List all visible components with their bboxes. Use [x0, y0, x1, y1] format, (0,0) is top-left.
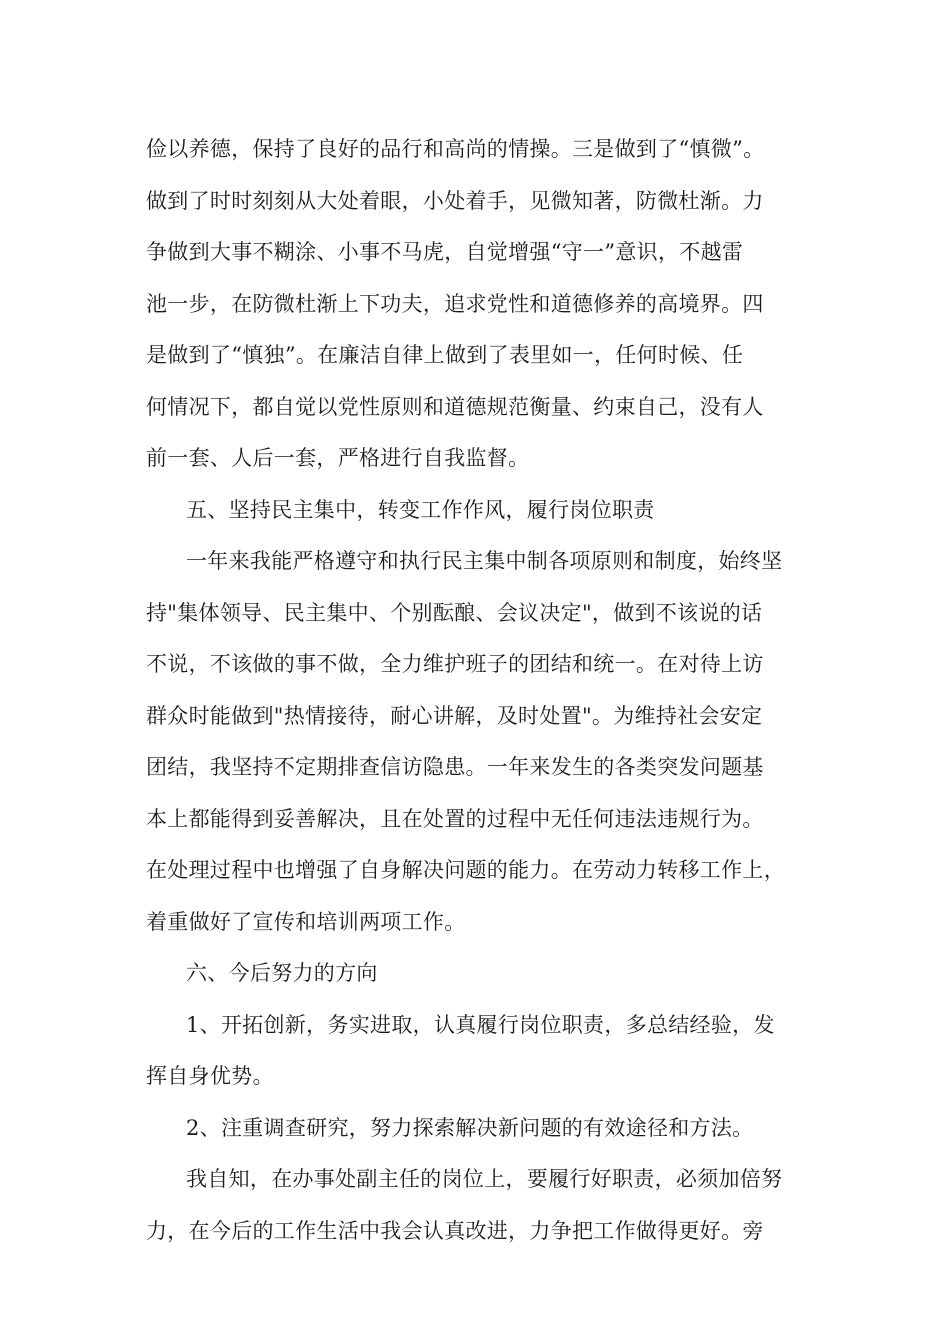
document-body	[146, 124, 836, 1257]
text-line: 争做到大事不糊涂、小事不马虎，自觉增强“守一”意识，不越雷	[146, 240, 744, 264]
text-line: 俭以养德，保持了良好的品行和高尚的情操。三是做到了“慎微”。	[146, 137, 765, 161]
text-line: 力，在今后的工作生活中我会认真改进，力争把工作做得更好。旁	[146, 1218, 764, 1243]
text-line: 不说，不该做的事不做，全力维护班子的团结和统一。在对待上访	[146, 652, 764, 676]
text-line: 本上都能得到妥善解决，且在处置的过程中无任何违法违规行为。	[146, 806, 764, 831]
text-line: 五、坚持民主集中，转变工作作风，履行岗位职责	[186, 497, 655, 522]
text-line: 2、注重调查研究，努力探索解决新问题的有效途径和方法。	[186, 1115, 754, 1140]
text-line: 六、今后努力的方向	[186, 961, 378, 985]
text-line: 持"集体领导、民主集中、个别酝酿、会议决定"，做到不该说的话	[146, 600, 763, 625]
text-line: 团结，我坚持不定期排查信访隐患。一年来发生的各类突发问题基	[146, 755, 764, 779]
text-line: 一年来我能严格遵守和执行民主集中制各项原则和制度，始终坚	[186, 549, 783, 573]
text-line: 群众时能做到"热情接待，耐心讲解，及时处置"。为维持社会安定	[146, 703, 763, 728]
text-line: 1、开拓创新，务实进取，认真履行岗位职责，多总结经验，发	[186, 1012, 775, 1037]
text-line: 何情况下，都自觉以党性原则和道德规范衡量、约束自己，没有人	[146, 394, 764, 419]
text-line: 着重做好了宣传和培训两项工作。	[146, 909, 466, 934]
text-line: 做到了时时刻刻从大处着眼，小处着手，见微知著，防微杜渐。力	[146, 188, 764, 213]
text-line: 挥自身优势。	[146, 1064, 274, 1088]
text-line: 我自知，在办事处副主任的岗位上，要履行好职责，必须加倍努	[186, 1167, 783, 1191]
text-line: 前一套、人后一套，严格进行自我监督。	[146, 446, 530, 470]
text-line: 是做到了“慎独”。在廉洁自律上做到了表里如一，任何时候、任	[146, 343, 744, 367]
text-line: 在处理过程中也增强了自身解决问题的能力。在劳动力转移工作上，	[146, 858, 785, 882]
text-line: 池一步，在防微杜渐上下功夫，追求党性和道德修养的高境界。四	[146, 291, 764, 316]
